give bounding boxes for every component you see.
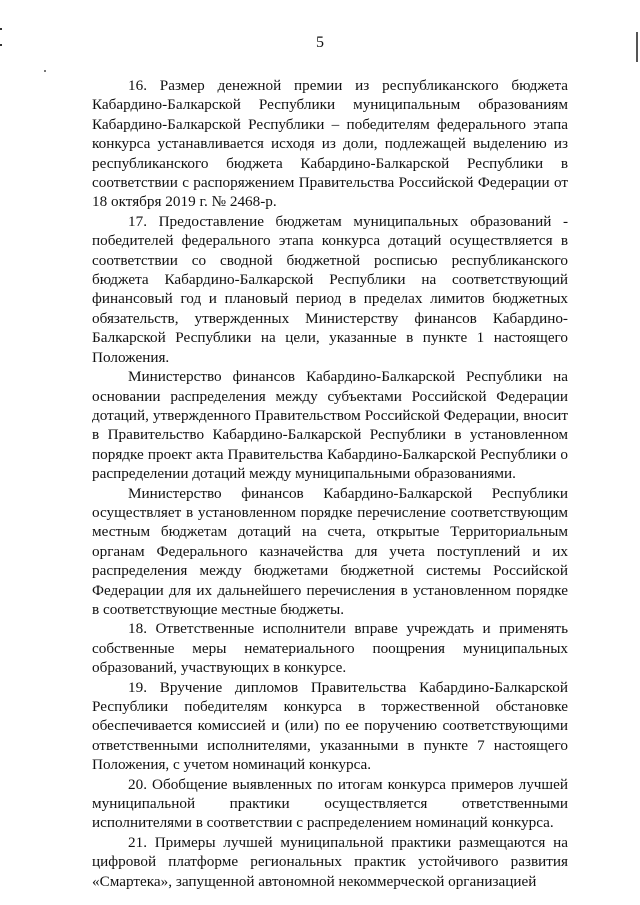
paragraph-17-ministry-distribution: Министерство финансов Кабардино-Балкарской Республики на основании распределения между субъектами Российской Федерации дотаций, утвержденного Правительством Российской Федерации, вносит в Правительство Кабардино-Балкарской Республики в установленном порядке проект акта Правительства Кабардино-Балкарской Республики о распределении дотаций между муниципальными образованиями.	[92, 368, 568, 483]
paragraph-17: 17. Предоставление бюджетам муниципальных образований - победителей федерального этапа конкурса дотаций осуществляется в соответствии со сводной бюджетной росписью республиканского бюджета Кабардино-Балкарской Республики на соответствующий финансовый год и плановый период в пределах лимитов бюджетных обязательств, утвержденных Министерству финансов Кабардино-Балкарской Республики на цели, указанные в пункте 1 настоящего Положения.	[92, 212, 568, 366]
scan-mark-left-top	[0, 28, 2, 30]
document-body	[92, 76, 568, 891]
paragraph-19: 19. Вручение дипломов Правительства Кабардино-Балкарской Республики победителям конкурса в торжественной обстановке обеспечивается комиссией и (или) по ее поручению соответствующими ответственными исполнителями, указанными в пункте 7 настоящего Положения, с учетом номинаций конкурса.	[92, 678, 568, 774]
page-number: 5	[316, 34, 324, 51]
paragraph-17-ministry-transfer: Министерство финансов Кабардино-Балкарской Республики осуществляет в установленном порядке перечисление соответствующим местным бюджетам дотаций на счета, открытые Территориальным органам Федерального казначейства для учета поступлений и их распределения между бюджетами бюджетной системы Российской Федерации для их дальнейшего перечисления в установленном порядке в соответствующие местные бюджеты.	[92, 484, 568, 618]
paragraph-20: 20. Обобщение выявленных по итогам конкурса примеров лучшей муниципальной практики осуществляется ответственными исполнителями в соответствии с распределением номинаций конкурса.	[92, 775, 568, 832]
paragraph-18: 18. Ответственные исполнители вправе учреждать и применять собственные меры нематериального поощрения муниципальных образований, участвующих в конкурсе.	[92, 620, 568, 677]
paragraph-16: 16. Размер денежной премии из республиканского бюджета Кабардино-Балкарской Республики муниципальным образованиям Кабардино-Балкарской Республики – победителям федерального этапа конкурса устанавливается исходя из доли, подлежащей выделению из республиканского бюджета Кабардино-Балкарской Республики в соответствии с распоряжением Правительства Российской Федерации от 18 октября 2019 г. № 2468-р.	[92, 77, 568, 211]
paragraph-21: 21. Примеры лучшей муниципальной практики размещаются на цифровой платформе региональных практик устойчивого развития «Смартека», запущенной автономной некоммерческой организацией	[92, 833, 568, 890]
scan-speck	[44, 70, 46, 72]
